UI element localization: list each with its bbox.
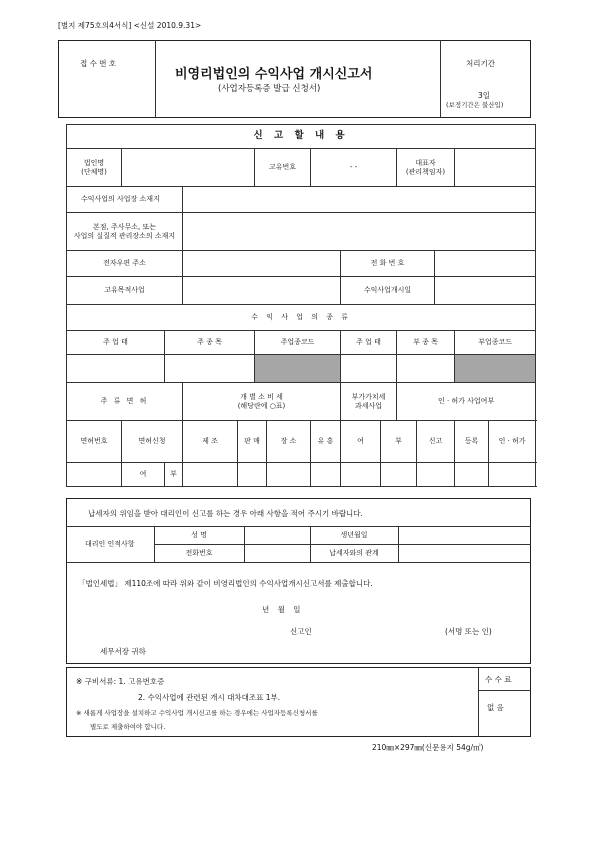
report-content-table [66,124,536,487]
note-line-1: ※ 새롭게 사업장을 설치하고 수익사업 개시신고를 하는 경우에는 사업자등록신청서를 [76,709,318,717]
sub-code-header: 부업종코드 [455,331,536,355]
signature-label: (서명 또는 인) [445,627,492,636]
processing-period-label: 처리기간 [466,59,495,68]
proxy-phone-label: 전화번호 [154,545,244,563]
corp-name-label: 법인명 (단체명) [67,149,122,187]
report-header: 신고 [417,421,455,463]
proxy-label: 대리인 인적사항 [66,527,154,563]
id-number-field[interactable]: - - [311,149,397,187]
form-id: [별지 제75호의4서식] <신설 2010.9.31> [58,21,202,30]
business-types-title: 수 익 사 업 의 종 류 [67,305,536,331]
vat-yes-header: 여 [341,421,381,463]
business-location-field[interactable] [183,187,536,213]
liquor-license-header: 주 류 면 허 [67,383,183,421]
email-label: 전자우편 주소 [67,251,183,277]
declaration-date: 년 월 일 [262,605,304,614]
receipt-number-label: 접 수 번 호 [80,59,117,68]
id-number-label: 고유번호 [255,149,311,187]
vat-header: 부가가치세 과세사업 [341,383,397,421]
fee-row-divider [478,690,531,691]
business-location-label: 수익사업의 사업장 소재지 [67,187,183,213]
reporter-label: 신고인 [290,627,312,636]
license-apply-header: 면허신청 [122,421,183,463]
declaration-text: 「법인세법」 제110조에 따라 위와 같이 비영리법인의 수익사업개시신고서를 제출합니다. [78,579,373,588]
manufacture-field[interactable] [183,463,238,487]
vat-no-field[interactable] [381,463,417,487]
license-apply-no[interactable]: 부 [165,463,183,487]
place-field[interactable] [267,463,311,487]
headquarters-field[interactable] [183,213,536,251]
fee-divider [478,667,479,737]
proxy-relation-label: 납세자와의 관계 [310,545,398,563]
recipient-label: 세무서장 귀하 [100,647,146,656]
form-title: 비영리법인의 수익사업 개시신고서 [175,67,373,82]
form-subtitle: (사업자등록증 발급 신청서) [218,84,321,94]
excise-tax-header: 개 별 소 비 세 (해당란에 ○표) [183,383,341,421]
proxy-birth-label: 생년월일 [310,527,398,545]
entertainment-header: 유 흥 [311,421,341,463]
main-item-field[interactable] [165,355,255,383]
place-header: 장 소 [267,421,311,463]
required-docs-1: ※ 구비서류: 1. 고유번호증 [76,677,165,686]
corp-name-field[interactable] [122,149,255,187]
main-code-header: 주업종코드 [255,331,341,355]
start-date-label: 수익사업개시일 [341,277,435,305]
processing-period-note: (보정기간은 불산입) [446,101,504,109]
proxy-relation-field[interactable] [398,545,531,563]
register-header: 등록 [455,421,489,463]
proxy-name-field[interactable] [244,527,310,545]
fee-value: 없 음 [487,703,504,712]
phone-label: 전 화 번 호 [341,251,435,277]
purpose-business-field[interactable] [183,277,341,305]
proxy-phone-field[interactable] [244,545,310,563]
representative-label: 대표자 (관리책임자) [397,149,455,187]
sale-header: 판 매 [238,421,267,463]
proxy-table [66,526,531,563]
license-number-field[interactable] [67,463,122,487]
license-apply-yes[interactable]: 여 [122,463,165,487]
sub-code-field [455,355,536,383]
section-title: 신 고 할 내 용 [67,125,536,149]
main-code-field [255,355,341,383]
proxy-name-label: 성 명 [154,527,244,545]
report-field[interactable] [417,463,455,487]
header-divider-right [440,40,441,118]
license-number-header: 면허번호 [67,421,122,463]
sale-field[interactable] [238,463,267,487]
proxy-note: 납세자의 위임을 받아 대리인이 신고를 하는 경우 아래 사항을 적어 주시기 바랍니다. [88,509,363,518]
main-business-type-field[interactable] [67,355,165,383]
headquarters-label: 본점, 주사무소, 또는 사업의 실질적 관리장소의 소재지 [67,213,183,251]
vat-yes-field[interactable] [341,463,381,487]
permit-header: 인 · 허가 [489,421,536,463]
fee-label: 수 수 료 [485,675,512,684]
sub-business-type-field[interactable] [341,355,397,383]
start-date-field[interactable] [435,277,536,305]
manufacture-header: 제 조 [183,421,238,463]
phone-field[interactable] [435,251,536,277]
entertainment-field[interactable] [311,463,341,487]
representative-field[interactable] [455,149,536,187]
main-business-type-header: 주 업 태 [67,331,165,355]
permit-field[interactable] [489,463,536,487]
required-docs-2: 2. 수익사업에 관련된 개시 대차대조표 1부. [138,693,281,702]
header-divider-left [155,40,156,118]
note-line-2: 별도로 제출하여야 합니다. [90,723,166,731]
main-item-header: 주 종 목 [165,331,255,355]
email-field[interactable] [183,251,341,277]
license-header: 인 · 허가 사업여부 [397,383,536,421]
sub-item-header: 부 종 목 [397,331,455,355]
sub-item-field[interactable] [397,355,455,383]
purpose-business-label: 고유목적사업 [67,277,183,305]
sub-business-type-header: 주 업 태 [341,331,397,355]
processing-period-days: 3일 [478,91,491,100]
vat-no-header: 부 [381,421,417,463]
proxy-birth-field[interactable] [398,527,531,545]
paper-spec: 210㎜×297㎜(신문용지 54g/㎡) [372,743,484,752]
register-field[interactable] [455,463,489,487]
